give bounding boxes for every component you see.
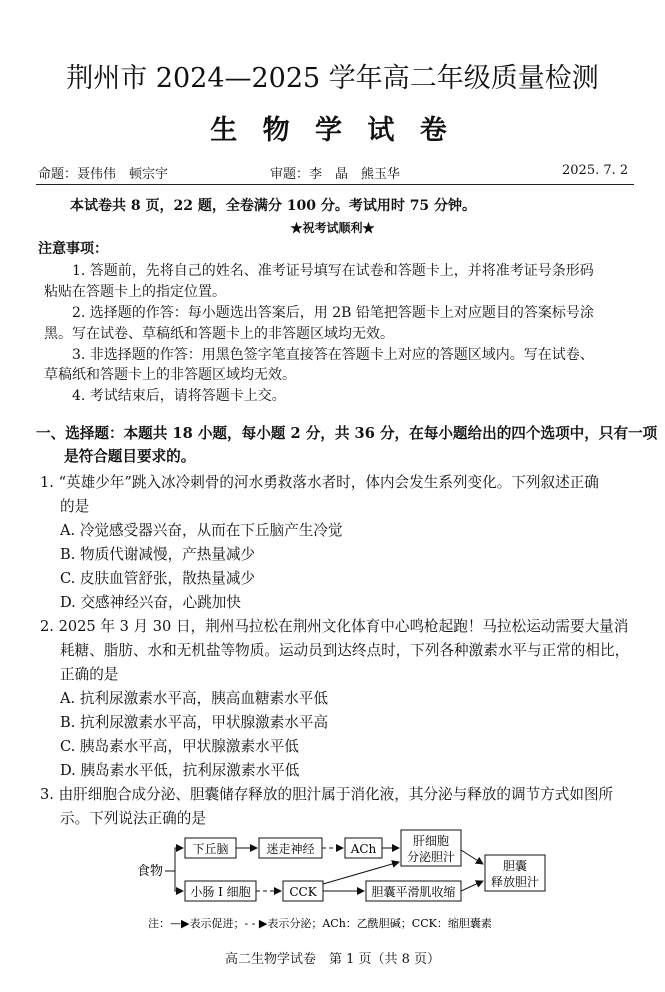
ach-label: ACh [350,842,377,856]
liver-label-line2: 分泌胆汁 [406,850,456,864]
option-b: B. 抗利尿激素水平高，甲状腺激素水平高 [60,714,329,731]
note-line: 1. 答题前，先将自己的姓名、准考证号填写在试卷和答题卡上，并将准考证号条形码 [72,263,594,279]
arrow-muscle-to-gallbladder [461,881,483,891]
option-d: D. 交感神经兴奋，心跳加快 [60,594,241,611]
gallbladder-label-line1: 胆囊 [502,859,528,873]
note-line: 3. 非选择题的作答：用黑色签字笔直接答在答题卡上对应的答题区域内。写在试卷、 [72,347,594,363]
section-heading-cont: 是符合题目要求的。 [64,448,196,465]
notes-title: 注意事项： [38,241,108,257]
option-c: C. 胰岛素水平高，甲状腺激素水平低 [60,738,299,755]
header-divider [36,184,634,185]
question-stem: 示。下列说法正确的是 [60,810,206,827]
reviewer-line: 审题：李 晶 熊玉华 [270,167,401,182]
option-c: C. 皮肤血管舒张，散热量减少 [60,570,256,587]
note-line: 粘贴在答题卡上的指定位置。 [44,284,226,300]
cck-label: CCK [289,885,317,899]
bile-regulation-diagram [0,826,665,946]
question-stem: 2. 2025 年 3 月 30 日，荆州马拉松在荆州文化体育中心鸣枪起跑！马拉松运动需要大量消 [40,618,629,635]
small-intestine-label: 小肠 I 细胞 [190,885,251,899]
question-stem: 3. 由肝细胞合成分泌、胆囊储存释放的胆汁属于消化液，其分泌与释放的调节方式如图所 [40,786,614,803]
question-stem: 正确的是 [60,666,119,683]
hypothalamus-label: 下丘脑 [192,842,229,856]
arrow-food-to-intestine [175,871,183,891]
arrow-food-to-hypothalamus [165,848,183,871]
option-d: D. 胰岛素水平低，抗利尿激素水平低 [60,762,300,779]
gallbladder-label-line2: 释放胆汁 [490,875,540,889]
option-a: A. 抗利尿激素水平高，胰高血糖素水平低 [60,690,328,707]
arrow-liver-to-gallbladder [461,850,483,864]
note-line: 2. 选择题的作答：每小题选出答案后，用 2B 铅笔把答题卡上对应题目的答案标号涂 [72,305,594,321]
question-stem: 1. “英雄少年”跳入冰冷刺骨的河水勇救落水者时，体内会发生系列变化。下列叙述正确 [40,474,599,491]
note-line: 4. 考试结束后，请将答题卡上交。 [72,388,286,404]
food-label: 食物 [137,864,164,879]
liver-label-line1: 肝细胞 [412,834,450,848]
question-stem: 耗糖、脂肪、水和无机盐等物质。运动员到达终点时，下列各种激素水平与正常的相比， [60,642,630,659]
vagus-nerve-label: 迷走神经 [266,842,315,856]
page-footer: 高二生物学试卷 第 1 页（共 8 页） [224,952,441,967]
author-line: 命题：聂伟伟 顿宗宇 [38,167,169,182]
gallbladder-muscle-label: 胆囊平滑肌收缩 [371,885,456,899]
diagram-legend-note: 注：—▶表示促进；- - ▶表示分泌；ACh：乙酰胆碱；CCK：缩胆囊素 [148,917,492,930]
option-a: A. 冷觉感受器兴奋，从而在下丘脑产生冷觉 [60,522,343,539]
exam-subject-title: 生 物 学 试 卷 [210,115,455,146]
exam-summary: 本试卷共 8 页，22 题，全卷满分 100 分。考试用时 75 分钟。 [70,198,477,214]
note-line: 草稿纸和答题卡上的非答题区域均无效。 [44,367,296,383]
exam-date: 2025. 7. 2 [562,163,629,178]
section-heading: 一、选择题：本题共 18 小题，每小题 2 分，共 36 分，在每小题给出的四个选项中，只有一项 [36,425,658,442]
good-luck-banner: ★祝考试顺利★ [290,221,375,235]
question-stem: 的是 [60,498,90,515]
note-line: 黑。写在试卷、草稿纸和答题卡上的非答题区域均无效。 [44,326,394,342]
option-b: B. 物质代谢减慢，产热量减少 [60,546,256,563]
exam-title: 荆州市 2024—2025 学年高二年级质量检测 [66,63,599,94]
